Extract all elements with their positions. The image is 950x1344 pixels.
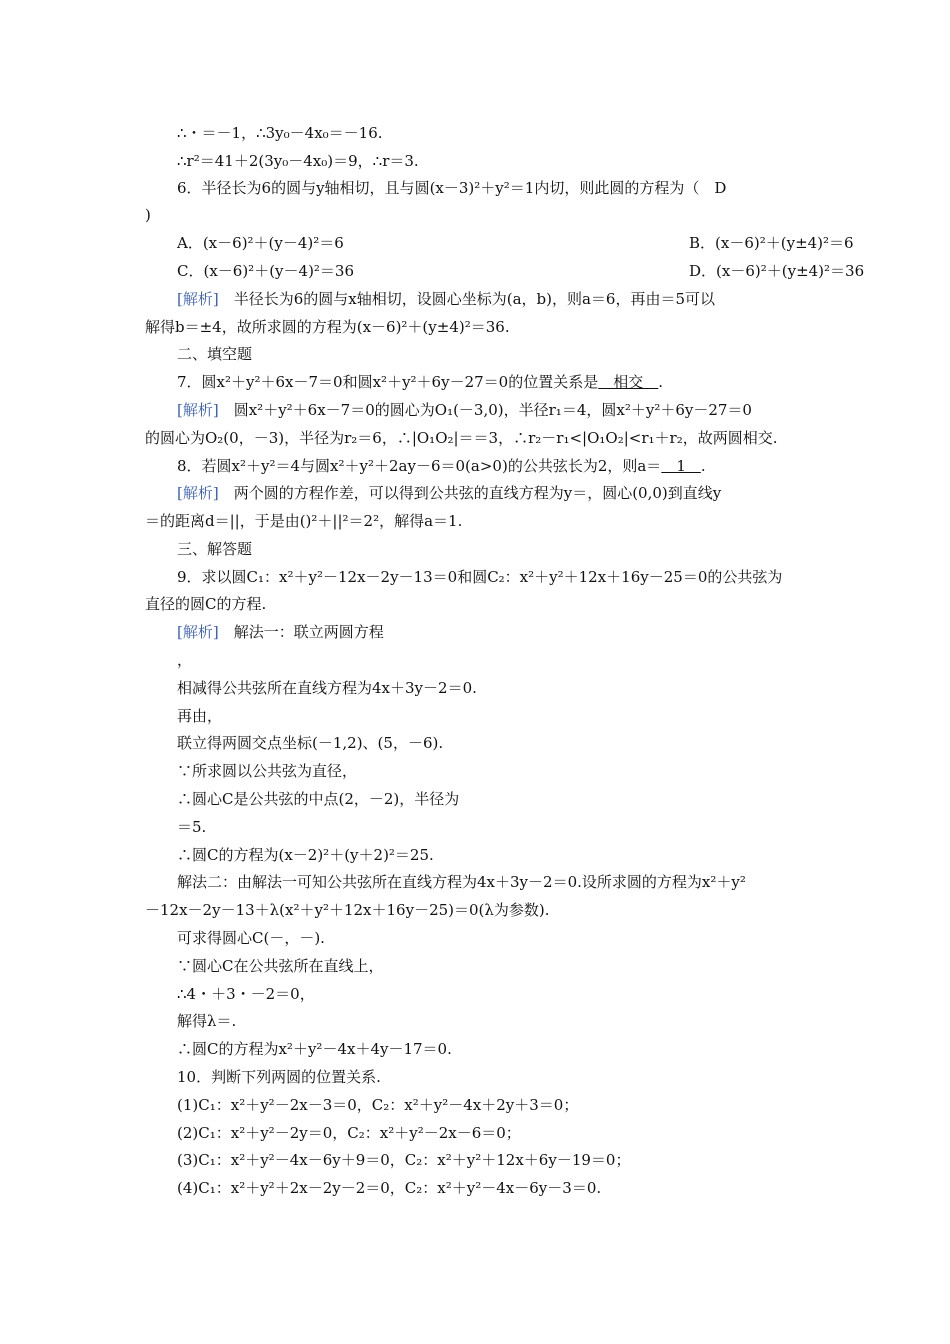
text-line: 解法二：由解法一可知公共弦所在直线方程为4x＋3y－2＝0.设所求圆的方程为x²＋y² (177, 873, 746, 891)
analysis-line (177, 622, 842, 642)
answer-blank: 1 (661, 457, 701, 475)
section-heading: 二、填空题 (177, 345, 253, 363)
option-b: B．(x－6)²＋(y±4)²＝6 (689, 234, 854, 252)
text-span: . (658, 373, 663, 391)
text-span: 8．若圆x²＋y²＝4与圆x²＋y²＋2ay－6＝0(a>0)的公共弦长为2，则a＝ (177, 457, 662, 475)
text-line: 的圆心为O₂(0，－3)，半径为r₂＝6，∴|O₁O₂|＝＝3，∴r₂－r₁<|O₁O₂|<r₁＋r₂，故两圆相交. (145, 429, 778, 447)
section-heading: 三、解答题 (177, 540, 253, 558)
analysis-line (177, 400, 842, 420)
analysis-tag: [解析] (177, 401, 219, 419)
text-line: 再由， (177, 707, 223, 725)
analysis-tag: [解析] (177, 484, 219, 502)
question-10: 10．判断下列两圆的位置关系. (177, 1068, 381, 1086)
sub-question: (3)C₁：x²＋y²－4x－6y＋9＝0，C₂：x²＋y²＋12x＋6y－19＝0； (177, 1151, 631, 1169)
text-line: ∴r²＝41＋2(3y₀－4x₀)＝9，∴r＝3. (177, 152, 419, 170)
text-span: 半径长为6的圆与x轴相切，设圆心坐标为(a，b)，则a＝6，再由＝5可以 (218, 290, 716, 308)
option-c: C．(x－6)²＋(y－4)²＝36 (177, 262, 355, 280)
question-8 (177, 456, 842, 476)
text-line: －12x－2y－13＋λ(x²＋y²＋12x＋16y－25)＝0(λ为参数). (145, 901, 550, 919)
option-d: D．(x－6)²＋(y±4)²＝36 (689, 262, 865, 280)
text-line: 解得b＝±4，故所求圆的方程为(x－6)²＋(y±4)²＝36. (145, 318, 510, 336)
sub-question: (4)C₁：x²＋y²＋2x－2y－2＝0，C₂：x²＋y²－4x－6y－3＝0. (177, 1179, 602, 1197)
analysis-tag: [解析] (177, 623, 219, 641)
analysis-tag: [解析] (177, 290, 219, 308)
text-span: 圆x²＋y²＋6x－7＝0的圆心为O₁(－3,0)，半径r₁＝4，圆x²＋y²＋6y－27＝0 (218, 401, 752, 419)
sub-question: (1)C₁：x²＋y²－2x－3＝0，C₂：x²＋y²－4x＋2y＋3＝0； (177, 1096, 579, 1114)
option-row (177, 261, 865, 281)
text-line: ∴・＝－1，∴3y₀－4x₀＝－16. (177, 124, 383, 142)
text-line: 相减得公共弦所在直线方程为4x＋3y－2＝0. (177, 679, 477, 697)
text-line: ∵所求圆以公共弦为直径， (177, 762, 358, 780)
question-6: 6．半径长为6的圆与y轴相切，且与圆(x－3)²＋y²＝1内切，则此圆的方程为（ D (177, 179, 727, 197)
text-line: 直径的圆C的方程. (145, 595, 267, 613)
text-line: ＝的距离d＝||，于是由()²＋||²＝2²，解得a＝1. (145, 512, 463, 530)
option-row (177, 233, 854, 253)
text-line: ∴4・＋3・－2＝0， (177, 985, 315, 1003)
text-line: ＝5. (177, 818, 207, 836)
text-span: 7．圆x²＋y²＋6x－7＝0和圆x²＋y²＋6y－27＝0的位置关系是 (177, 373, 599, 391)
text-line: ∴圆C的方程为x²＋y²－4x＋4y－17＝0. (177, 1040, 452, 1058)
question-7 (177, 372, 842, 392)
text-line: 联立得两圆交点坐标(－1,2)、(5，－6). (177, 734, 444, 752)
text-span: 两个圆的方程作差，可以得到公共弦的直线方程为y＝，圆心(0,0)到直线y (218, 484, 722, 502)
text-line: ∵圆心C在公共弦所在直线上， (177, 957, 384, 975)
question-9: 9．求以圆C₁：x²＋y²－12x－2y－13＝0和圆C₂：x²＋y²＋12x＋16y－25＝0的公共弦为 (177, 568, 783, 586)
text-line: ， (177, 651, 193, 669)
answer-blank: 相交 (598, 373, 659, 391)
option-a: A．(x－6)²＋(y－4)²＝6 (177, 234, 344, 252)
analysis-line (177, 483, 842, 503)
text-span: . (700, 457, 706, 475)
text-line: ) (145, 206, 151, 224)
text-line: ∴圆C的方程为(x－2)²＋(y＋2)²＝25. (177, 846, 434, 864)
text-line: 可求得圆心C(－，－). (177, 929, 325, 947)
text-line: 解得λ＝. (177, 1012, 237, 1030)
text-line: ∴圆心C是公共弦的中点(2，－2)，半径为 (177, 790, 460, 808)
analysis-line (177, 289, 842, 309)
text-span: 解法一：联立两圆方程 (218, 623, 384, 641)
sub-question: (2)C₁：x²＋y²－2y＝0，C₂：x²＋y²－2x－6＝0； (177, 1124, 521, 1142)
